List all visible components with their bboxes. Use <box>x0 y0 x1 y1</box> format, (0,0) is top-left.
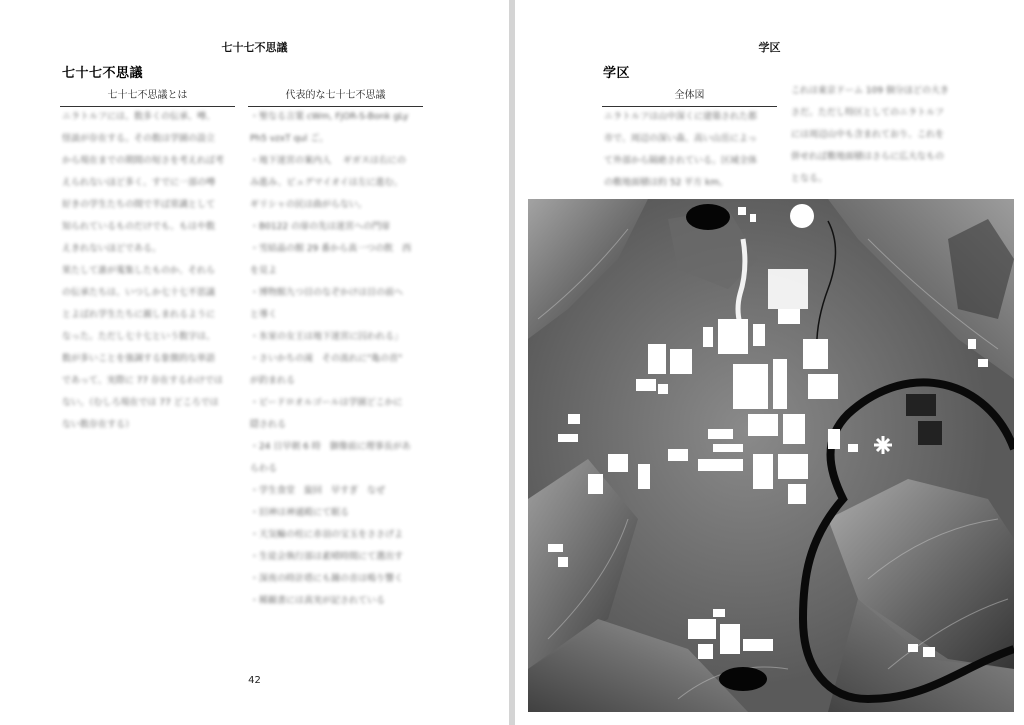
text-line: ・天気輪の柱に赤羽の宝玉をささげよ <box>250 530 404 540</box>
text-line: 併せれば敷地面積はさらに広大なもの <box>791 152 945 162</box>
text-line: の敷地面積は約 52 平方 km。 <box>604 178 729 188</box>
column-heading: 七十七不思議とは <box>60 86 235 107</box>
text-line: ・生徒会執行部は素晴時間にて選出す <box>250 552 404 562</box>
text-line: ニラトルフは山中深くに建築された都 <box>604 112 758 122</box>
right-page <box>515 0 1024 725</box>
body-text-column <box>604 106 776 194</box>
left-page <box>0 0 509 725</box>
text-line: 市で、周辺の深い森、高い山岳によっ <box>604 134 757 144</box>
text-line: 数が多いことを強調する象徴的な単語 <box>62 354 216 364</box>
section-title: 学区 <box>603 66 631 81</box>
text-line: み進み、ビュグマイオイは左に進む。 <box>250 178 403 188</box>
column-heading: 代表的な七十七不思議 <box>248 86 423 107</box>
text-line: えられないほど多く、すでに一部の噂 <box>62 178 216 188</box>
text-line: ・24 日早朝 6 時 御像前に理事長があ <box>250 442 411 452</box>
text-line: を見よ <box>250 266 278 276</box>
text-line: ・氷室の女王は地下迷宮に囚われる」 <box>250 332 404 342</box>
text-line: なった。ただし七十七という数字は、 <box>62 332 216 342</box>
text-line: Ph5 vzxT qul ご。 <box>250 134 329 144</box>
text-line: ・稀観書には真実が記されている <box>250 596 386 606</box>
text-line: が釣まれる <box>250 376 296 386</box>
running-head: 七十七不思議 <box>221 41 288 54</box>
text-line: て外部から隔絶されている。区域全体 <box>604 156 758 166</box>
text-line: ・雪結晶の館 29 番から真一つの飲 西 <box>250 244 412 254</box>
text-line: ・深夜の時計塔にも鐘の音は鳴り響く <box>250 574 404 584</box>
page-number: 42 <box>248 675 261 686</box>
text-line: ない。（むしろ現在では 77 どころでは <box>62 398 219 408</box>
text-line: ・学生食堂 旋回 早すぎ なぜ <box>250 486 386 496</box>
text-line: 隠される <box>250 420 287 430</box>
body-text-column <box>62 106 234 436</box>
text-line: 知られているものだけでも、もはや数 <box>62 222 216 232</box>
text-line: ・旧神は神通殿にて眠る <box>250 508 350 518</box>
text-line: ・さいかちの滝 その流れに"亀の首" <box>250 354 403 364</box>
body-text-column <box>791 80 965 190</box>
text-line: から現在までの期間の短さを考えれば考 <box>62 156 225 166</box>
text-line: ない数存在する） <box>62 420 135 430</box>
text-line: ・博物館九つ目のなぞかけは目の前へ <box>250 288 404 298</box>
text-line: ギリシャの民は曲がらない。 <box>250 200 367 210</box>
text-line: ・ビードロオルゴールは学園どこかに <box>250 398 403 408</box>
section-title: 七十七不思議 <box>62 66 144 81</box>
text-line: ニラトルフには、数多くの伝承、噂、 <box>62 112 216 122</box>
list-text-column <box>250 106 424 612</box>
terrain-map-image <box>528 199 1014 712</box>
running-head: 学区 <box>758 41 781 54</box>
text-line: 怪談が存在する。その数は学園の設立 <box>62 134 216 144</box>
text-line: と導く <box>250 310 278 320</box>
text-line: となる。 <box>791 174 828 184</box>
text-line: 好きの学生たちの間で半ば常識として <box>62 200 216 210</box>
text-line: ・B0122 の扉の先は迷宮への門扉 <box>250 222 390 232</box>
text-line: の伝承たちは、いつしか七十七不思議 <box>62 288 216 298</box>
text-line: には周辺山中も含まれており、これを <box>791 130 945 140</box>
text-line: であって、実際に 77 存在するわけでは <box>62 376 223 386</box>
text-line: これは東京ドーム 109 個分ほどの大き <box>791 86 949 96</box>
text-line: さだ。ただし特区としてのニラトルフ <box>791 108 945 118</box>
column-heading: 全体図 <box>602 86 777 107</box>
text-line: ・地下迷宮の案内人 ギガスは右にの <box>250 156 406 166</box>
campus-overview-map <box>528 199 1014 712</box>
text-line: ・聖なる言葉 cWm, FjOR-S-Bonk gLy <box>250 112 409 122</box>
text-line: えきれないほどである。 <box>62 244 162 254</box>
text-line: とよばれ学生たちに親しまれるように <box>62 310 216 320</box>
text-line: 果たして誰が蒐集したものか、それら <box>62 266 216 276</box>
text-line: らわる <box>250 464 278 474</box>
